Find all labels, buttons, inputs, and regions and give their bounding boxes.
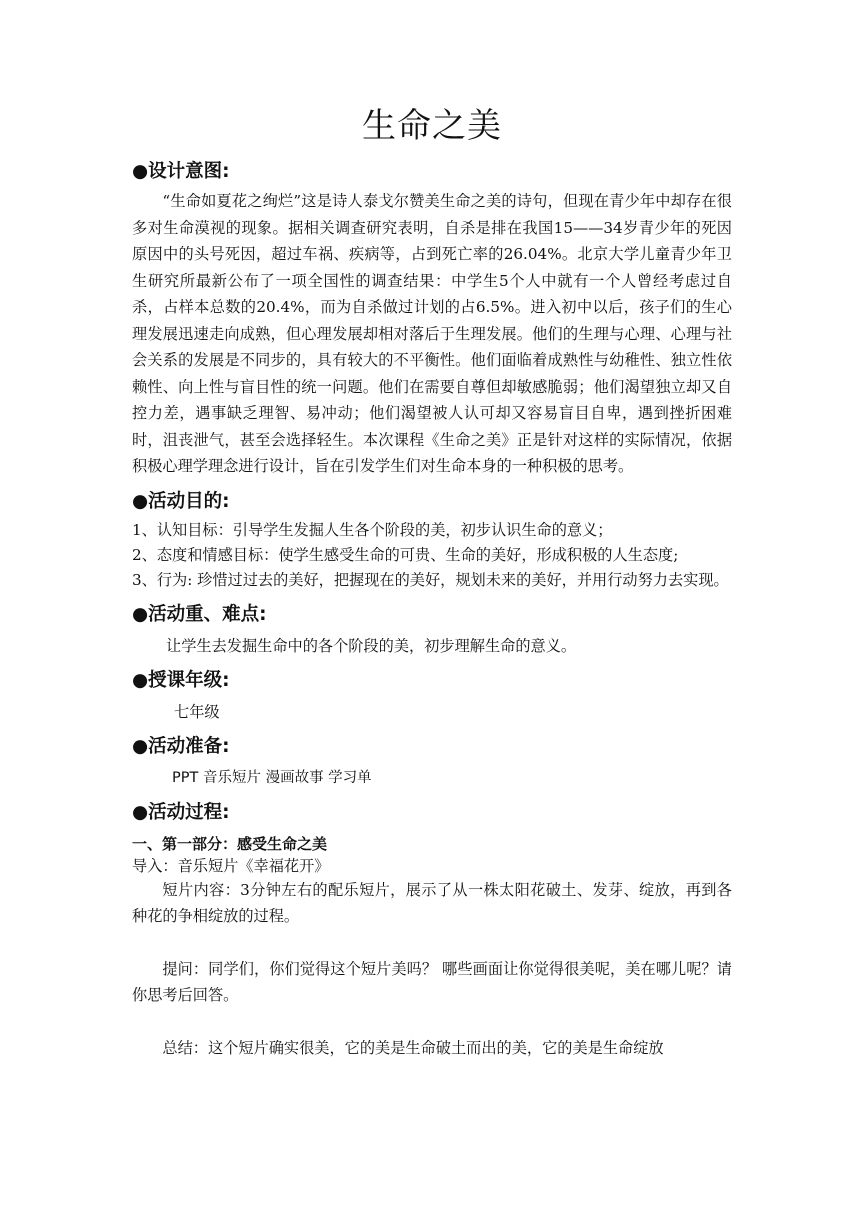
spacer xyxy=(132,1009,732,1035)
process-section xyxy=(132,799,732,1062)
design-intent-section xyxy=(132,158,732,480)
key-points-text: 让学生去发掘生命中的各个阶段的美，初步理解生命的意义。 xyxy=(166,636,577,655)
part-one-title: 一、第一部分：感受生命之美 xyxy=(132,834,328,853)
objective-item-2: 2、态度和情感目标：使学生感受生命的可贵、生命的美好，形成积极的人生态度; xyxy=(132,545,679,564)
design-intent-heading: ●设计意图: xyxy=(132,161,230,182)
design-intent-paragraph: “生命如夏花之绚烂”这是诗人泰戈尔赞美生命之美的诗句，但现在青少年中却存在很多对生命漠视的现象。据相关调查研究表明，自杀是排在我国15——34岁青少年的死因原因中的头号死因，超过车祸、疾病等，占到死亡率的26.04%。北京大学儿童青少年卫生研究所最新公布了一项全国性的调查结果：中学生5个人中就有一个人曾经考虑过自杀，占样本总数的20.4%，而为自杀做过计划的占6.5%。进入初中以后，孩子们的生心理发展迅速走向成熟，但心理发展却相对落后于生理发展。他们的生理与心理、心理与社会关系的发展是不同步的，具有较大的不平衡性。他们面临着成熟性与幼稚性、独立性依赖性、向上性与盲目性的统一问题。他们在需要自尊但却敏感脆弱；他们渴望独立却又自控力差，遇事缺乏理智、易冲动；他们渴望被人认可却又容易盲目自卑，遇到挫折困难时，沮丧泄气，甚至会选择轻生。本次课程《生命之美》正是针对这样的实际情况，依据积极心理学理念进行设计，旨在引发学生们对生命本身的一种积极的思考。 xyxy=(132,192,732,475)
objectives-heading: ●活动目的: xyxy=(132,490,230,512)
objective-item-3: 3、行为: 珍惜过过去的美好，把握现在的美好，规划未来的美好，并用行动努力去实现。 xyxy=(132,570,729,589)
preparation-text: PPT 音乐短片 漫画故事 学习单 xyxy=(172,769,372,786)
key-points-section xyxy=(132,601,732,659)
objective-item-1: 1、认知目标：引导学生发掘人生各个阶段的美，初步认识生命的意义； xyxy=(132,520,613,539)
document-title: 生命之美 xyxy=(362,106,502,146)
preparation-section xyxy=(132,733,732,791)
process-summary: 总结：这个短片确实很美，它的美是生命破土而出的美，它的美是生命绽放 xyxy=(162,1038,664,1057)
process-content: 短片内容：3分钟左右的配乐短片，展示了从一株太阳花破土、发芽、绽放，再到各种花的争相绽放的过程。 xyxy=(132,880,732,925)
process-question: 提问：同学们，你们觉得这个短片美吗？ 哪些画面让你觉得很美呢，美在哪儿呢？请你思考后回答。 xyxy=(132,959,732,1004)
process-heading: ●活动过程: xyxy=(132,801,230,823)
objectives-section xyxy=(132,488,732,593)
grade-heading: ●授课年级: xyxy=(132,669,230,691)
grade-section xyxy=(132,667,732,725)
process-intro: 导入：音乐短片《幸福花开》 xyxy=(132,856,330,875)
preparation-heading: ●活动准备: xyxy=(132,735,230,757)
grade-text: 七年级 xyxy=(174,702,220,721)
key-points-heading: ●活动重、难点: xyxy=(132,603,267,625)
spacer xyxy=(132,930,732,956)
